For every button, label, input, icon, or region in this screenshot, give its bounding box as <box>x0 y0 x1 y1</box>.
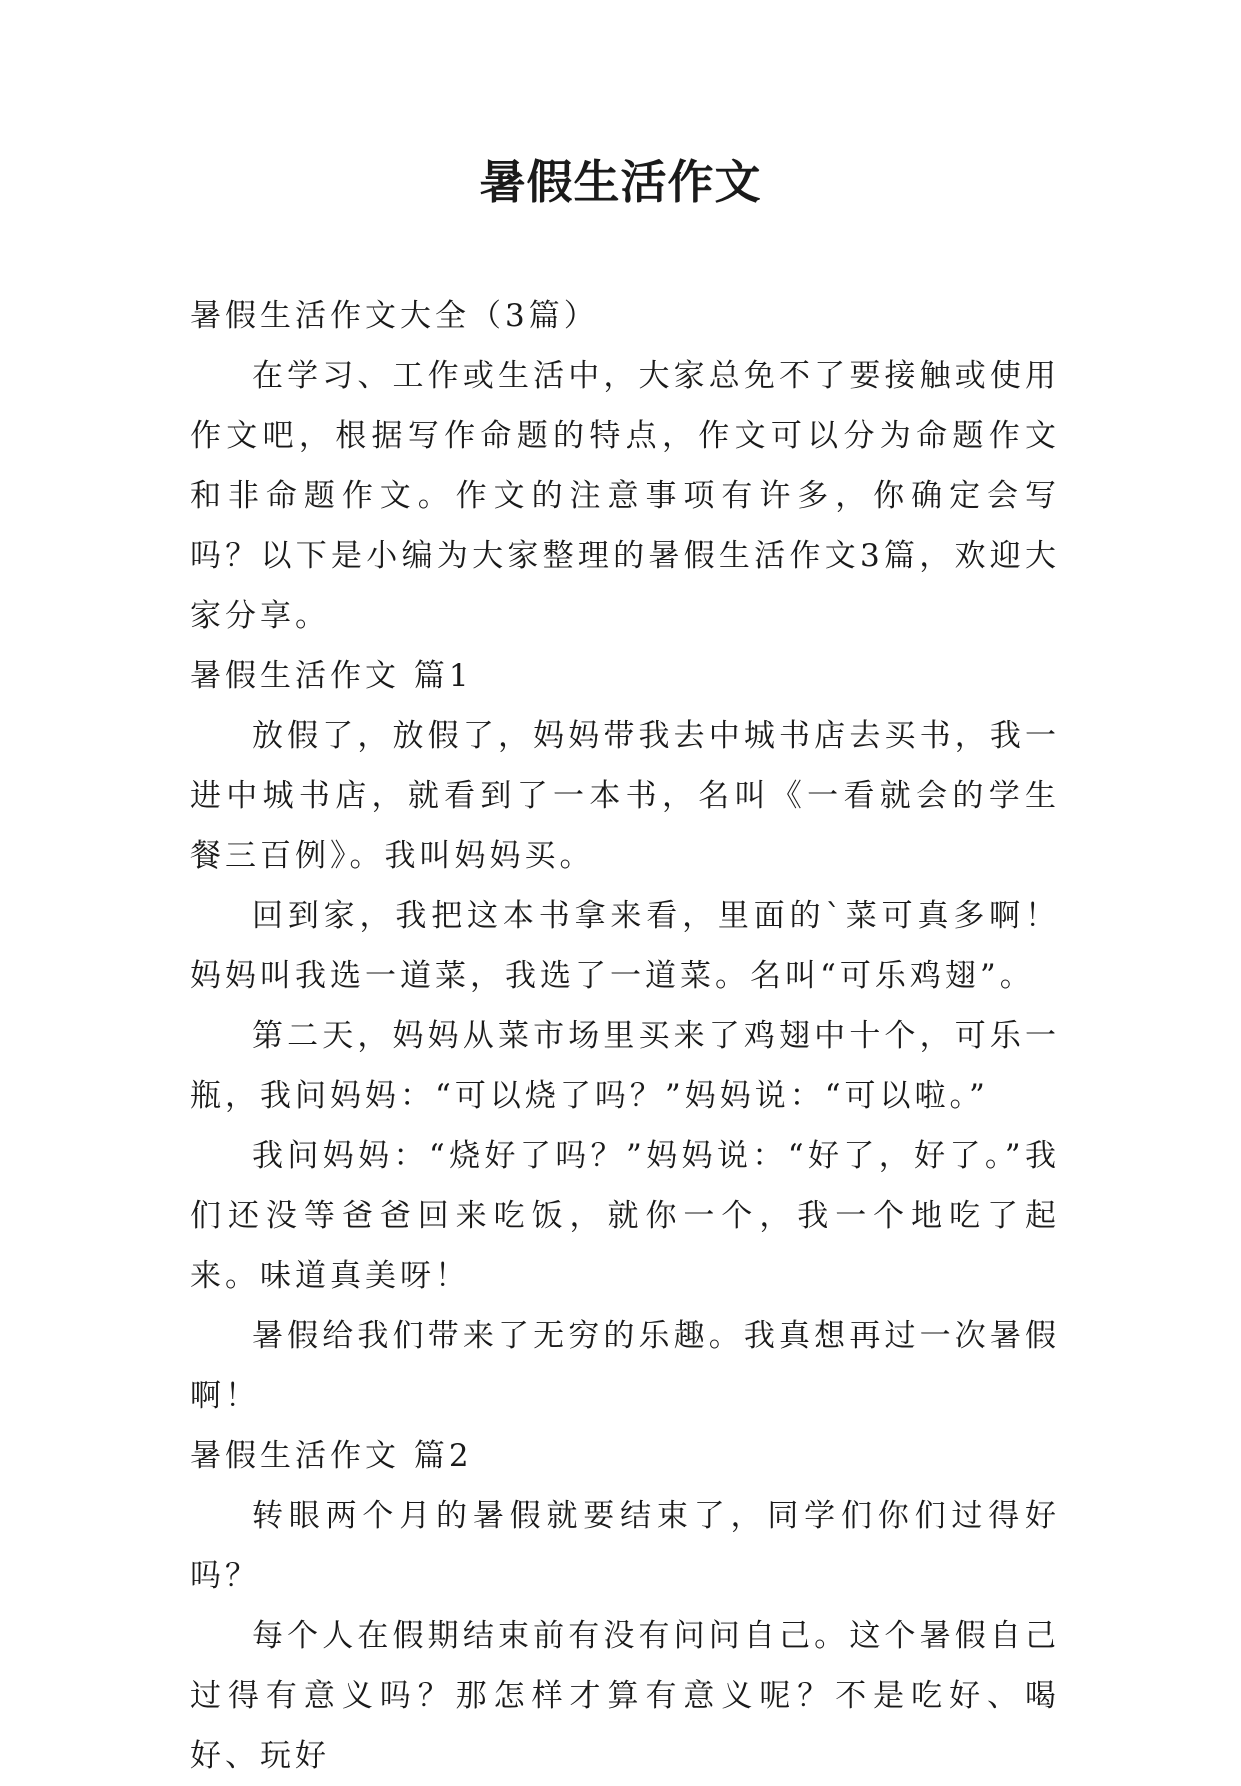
essay-1-paragraph: 第二天，妈妈从菜市场里买来了鸡翅中十个，可乐一瓶，我问妈妈：“可以烧了吗？”妈妈说：“可以啦。” <box>190 1018 1060 1114</box>
essay-2-paragraph: 转眼两个月的暑假就要结束了，同学们你们过得好吗？ <box>190 1498 1060 1594</box>
essay-1-paragraph: 暑假给我们带来了无穷的乐趣。我真想再过一次暑假啊！ <box>190 1318 1060 1414</box>
document-title: 暑假生活作文 <box>479 155 762 209</box>
intro-heading: 暑假生活作文大全（3篇） <box>190 298 599 334</box>
essay-1-paragraph: 回到家，我把这本书拿来看，里面的`菜可真多啊！妈妈叫我选一道菜，我选了一道菜。名叫“可乐鸡翅”。 <box>190 898 1060 994</box>
document-body <box>190 286 1060 1786</box>
essay-1-paragraph: 放假了，放假了，妈妈带我去中城书店去买书，我一进中城书店，就看到了一本书，名叫《一看就会的学生餐三百例》。我叫妈妈买。 <box>190 718 1060 874</box>
essay-1-heading: 暑假生活作文 篇1 <box>190 658 473 694</box>
essay-2-heading: 暑假生活作文 篇2 <box>190 1438 473 1474</box>
intro-paragraph: 在学习、工作或生活中，大家总免不了要接触或使用作文吧，根据写作命题的特点，作文可以分为命题作文和非命题作文。作文的注意事项有许多，你确定会写吗？以下是小编为大家整理的暑假生活作文3篇，欢迎大家分享。 <box>190 358 1060 634</box>
essay-1-paragraph: 我问妈妈：“烧好了吗？”妈妈说：“好了，好了。”我们还没等爸爸回来吃饭，就你一个，我一个地吃了起来。味道真美呀！ <box>190 1138 1060 1294</box>
essay-2-paragraph: 每个人在假期结束前有没有问问自己。这个暑假自己过得有意义吗？那怎样才算有意义呢？不是吃好、喝好、玩好 <box>190 1618 1060 1774</box>
